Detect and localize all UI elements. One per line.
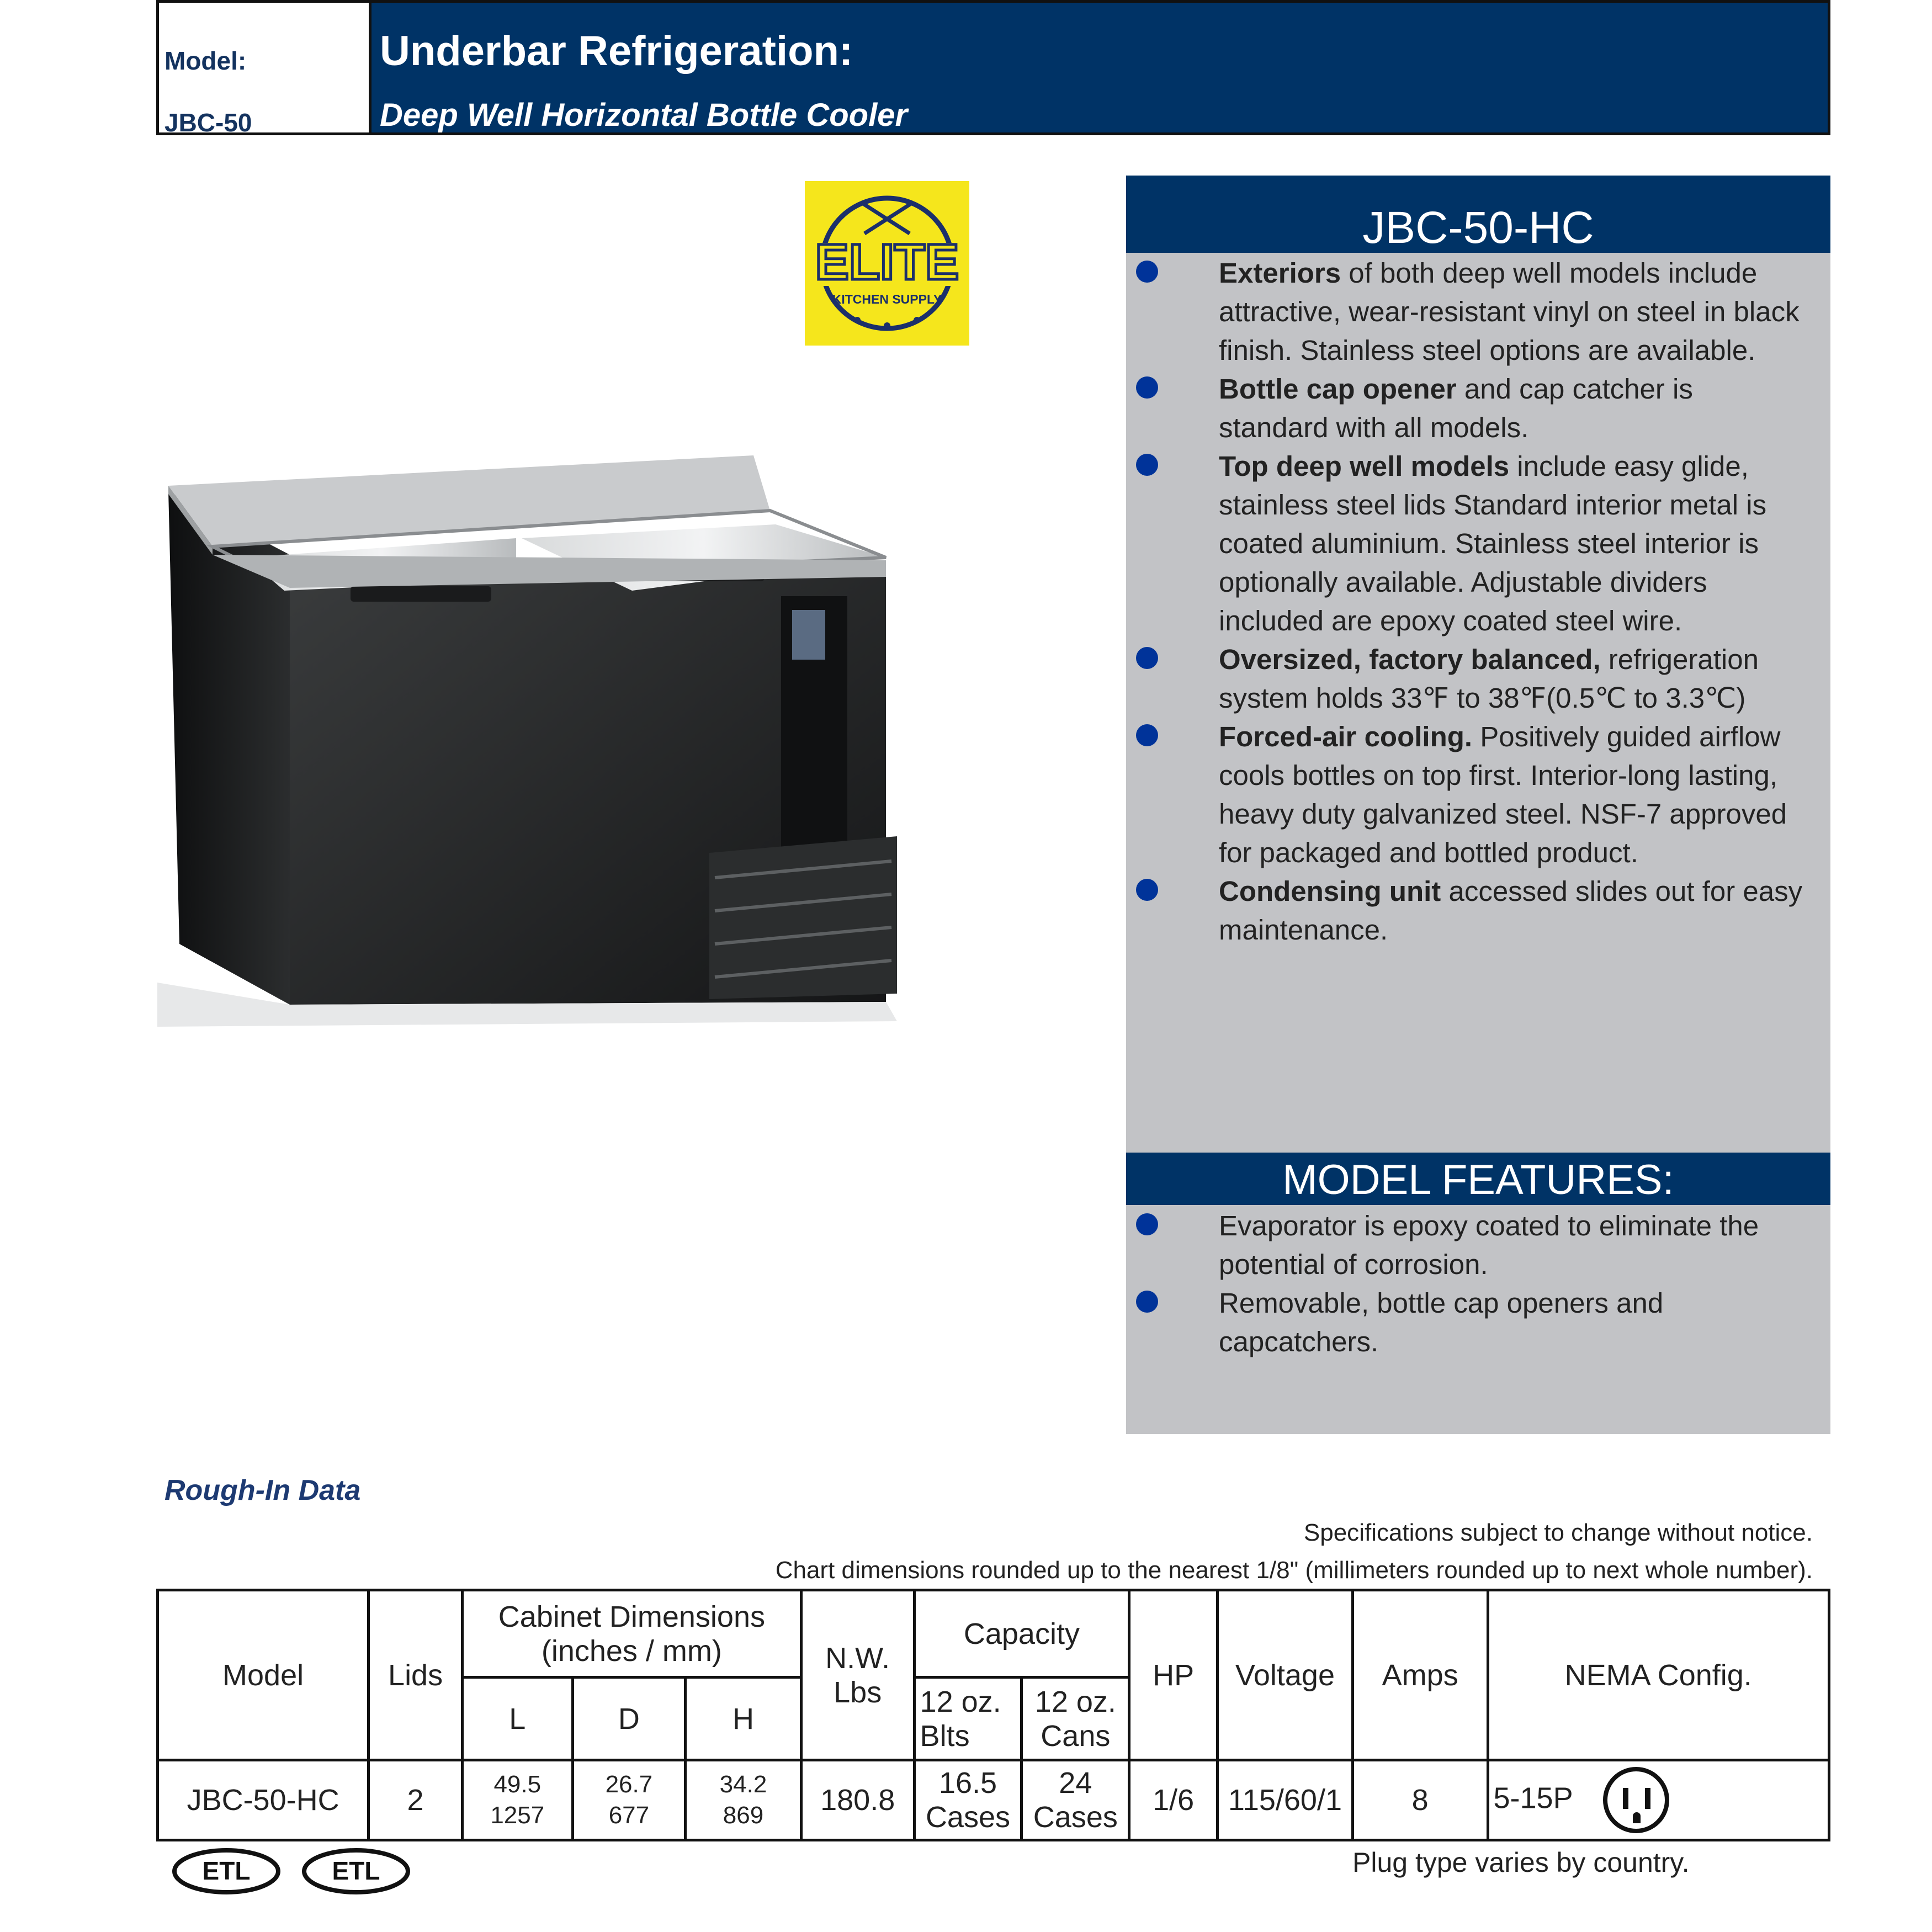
cell-net-weight: 180.8 [801, 1760, 914, 1840]
cans-label-1: 12 oz. [1034, 1685, 1116, 1718]
bottles-label-1: 12 oz. [920, 1685, 1001, 1718]
col-bottles [914, 1678, 1022, 1760]
bullet-icon [1136, 454, 1158, 476]
lbs-label: Lbs [834, 1675, 882, 1709]
model-box [159, 3, 371, 137]
list-item [1126, 370, 1830, 447]
table-row [158, 1760, 1829, 1840]
nw-label: N.W. [825, 1641, 890, 1675]
col-capacity: Capacity [914, 1590, 1129, 1678]
bottles-label-2: Blts [920, 1719, 970, 1753]
cell-height [686, 1760, 802, 1840]
height-mm: 869 [723, 1802, 764, 1829]
cell-length [462, 1760, 572, 1840]
col-hp: HP [1129, 1590, 1218, 1760]
cans-label-2: Cans [1041, 1719, 1111, 1753]
logo-word: ELITE [815, 234, 959, 290]
etl-mark-text: ETL [332, 1856, 380, 1885]
elite-kitchen-supply-logo [805, 181, 969, 346]
cab-dims-label: Cabinet Dimensions [498, 1600, 765, 1633]
col-nema: NEMA Config. [1488, 1590, 1829, 1760]
page-title: Underbar Refrigeration: [380, 28, 853, 75]
rough-in-title: Rough-In Data [164, 1474, 361, 1506]
panel-heading-text: JBC-50-HC [1362, 203, 1594, 253]
list-item [1126, 447, 1830, 640]
etl-sanitation-mark [301, 1846, 411, 1896]
cans-value: 24 [1059, 1766, 1092, 1800]
bullet-icon [1136, 879, 1158, 901]
cell-amps: 8 [1352, 1760, 1488, 1840]
bullet-text: and cap catcher is standard with all models. [1219, 373, 1693, 443]
length-mm: 1257 [490, 1802, 545, 1829]
bullet-icon [1136, 1291, 1158, 1313]
depth-mm: 677 [608, 1802, 650, 1829]
outlet-icon [1603, 1767, 1669, 1833]
features-heading [1126, 1153, 1830, 1205]
rough-in-table [156, 1589, 1830, 1841]
bottles-unit: Cases [925, 1801, 1010, 1834]
bullet-bold: Exteriors [1219, 257, 1341, 289]
bullet-text: refrigeration system holds 33℉ to 38℉(0.5℃ to 3.3℃) [1219, 644, 1759, 714]
depth-in: 26.7 [605, 1771, 653, 1798]
bullet-bold: Forced-air cooling. [1219, 721, 1473, 752]
list-item [1126, 1284, 1830, 1361]
col-cabinet-dimensions [462, 1590, 801, 1678]
list-item [1126, 1207, 1830, 1284]
cell-cans [1022, 1760, 1129, 1840]
col-depth: D [572, 1678, 686, 1760]
cell-hp: 1/6 [1129, 1760, 1218, 1840]
list-item [1126, 254, 1830, 370]
col-model: Model [158, 1590, 369, 1760]
col-cans [1022, 1678, 1129, 1760]
spec-notice: Specifications subject to change without notice. [1303, 1519, 1813, 1546]
bullet-icon [1136, 376, 1158, 399]
height-in: 34.2 [719, 1771, 767, 1798]
bullet-icon [1136, 647, 1158, 669]
cell-lids: 2 [369, 1760, 463, 1840]
bullet-icon [1136, 1213, 1158, 1235]
rounding-notice: Chart dimensions rounded up to the nearest 1/8" (millimeters rounded up to next whole number). [775, 1557, 1813, 1584]
model-label: Model: [164, 46, 247, 75]
features-heading-text: MODEL FEATURES: [1282, 1156, 1674, 1203]
list-item [1126, 718, 1830, 872]
cab-units-label: (inches / mm) [541, 1634, 722, 1668]
feature-text: Removable, bottle cap openers and capcatchers. [1219, 1287, 1664, 1357]
cell-depth [572, 1760, 686, 1840]
nema-value: 5-15P [1493, 1781, 1573, 1815]
plug-type-note: Plug type varies by country. [1352, 1847, 1690, 1878]
bullet-bold: Condensing unit [1219, 875, 1441, 907]
col-lids: Lids [369, 1590, 463, 1760]
bullet-text: include easy glide, stainless steel lids Standard interior metal is coated aluminium. Stainless steel interior is optionally available. Adjustable dividers included are epoxy coated steel wire. [1219, 450, 1767, 636]
logo-tagline: KITCHEN SUPPLY [832, 292, 942, 306]
col-voltage: Voltage [1217, 1590, 1352, 1760]
page-subtitle: Deep Well Horizontal Bottle Cooler [380, 97, 908, 133]
cell-model: JBC-50-HC [158, 1760, 369, 1840]
document-header [156, 0, 1830, 135]
description-list [1126, 253, 1830, 949]
cell-nema [1488, 1760, 1829, 1840]
list-item [1126, 640, 1830, 718]
bullet-icon [1136, 724, 1158, 746]
features-list [1126, 1207, 1830, 1361]
bullet-text: of both deep well models include attractive, wear-resistant vinyl on steel in black finish. Stainless steel options are available. [1219, 257, 1800, 366]
specs-panel [1126, 176, 1830, 1434]
bottles-value: 16.5 [938, 1766, 997, 1800]
bottle-cooler-image [157, 442, 897, 1038]
bullet-icon [1136, 261, 1158, 283]
logo-graphic [805, 181, 969, 346]
cell-bottles [914, 1760, 1022, 1840]
panel-heading [1126, 176, 1830, 253]
feature-text: Evaporator is epoxy coated to eliminate the potential of corrosion. [1219, 1210, 1759, 1280]
bullet-bold: Top deep well models [1219, 450, 1510, 482]
length-in: 49.5 [493, 1771, 542, 1798]
list-item [1126, 872, 1830, 949]
bullet-text: accessed slides out for easy maintenance. [1219, 875, 1803, 946]
col-length: L [462, 1678, 572, 1760]
col-net-weight [801, 1590, 914, 1760]
model-value: JBC-50 [164, 108, 252, 137]
etl-listed-mark [171, 1846, 282, 1896]
etl-mark-text: ETL [202, 1856, 251, 1885]
bullet-bold: Oversized, factory balanced, [1219, 644, 1601, 675]
col-height: H [686, 1678, 802, 1760]
bullet-bold: Bottle cap opener [1219, 373, 1457, 405]
bullet-text: Positively guided airflow cools bottles on top first. Interior-long lasting, heavy duty galvanized steel. NSF-7 approved for packaged and bottled product. [1219, 721, 1787, 868]
col-amps: Amps [1352, 1590, 1488, 1760]
cell-voltage: 115/60/1 [1217, 1760, 1352, 1840]
cans-unit: Cases [1033, 1801, 1118, 1834]
